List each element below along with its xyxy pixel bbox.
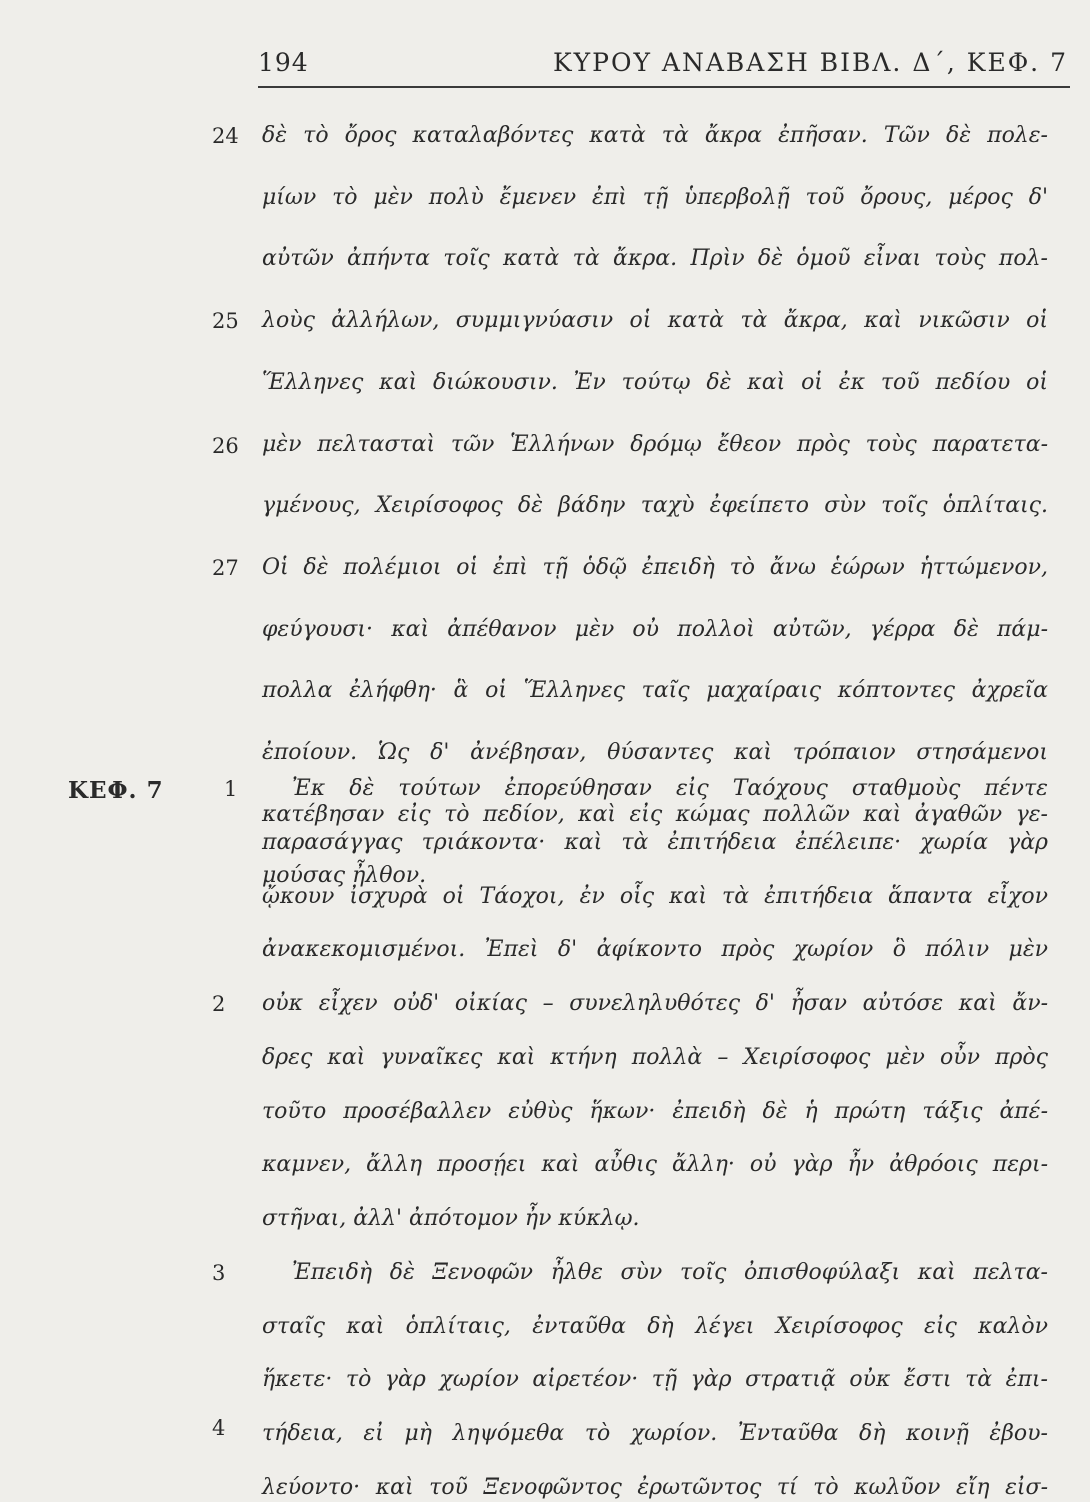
text-line: δρες καὶ γυναῖκες καὶ κτήνη πολλὰ – Χειρίσοφος μὲν οὖν πρὸς xyxy=(262,1044,1048,1070)
text-line: φεύγουσι· καὶ ἀπέθανον μὲν οὐ πολλοὶ αὐτῶν, γέρρα δὲ πάμ- xyxy=(262,616,1048,642)
text-line: ἐποίουν. Ὡς δ' ἀνέβησαν, θύσαντες καὶ τρόπαιον στησάμενοι xyxy=(262,740,1048,765)
text-line: Ἕλληνες καὶ διώκουσιν. Ἐν τούτῳ δὲ καὶ οἱ ἐκ τοῦ πεδίου οἱ xyxy=(262,369,1048,395)
section-number: 26 xyxy=(212,434,239,458)
section-number: 1 xyxy=(224,777,238,801)
text-line: Ἐπειδὴ δὲ Ξενοφῶν ἦλθε σὺν τοῖς ὀπισθοφύλαξι καὶ πελτα- xyxy=(292,1259,1048,1285)
text-line: πολλα ἐλήφθη· ἃ οἱ Ἕλληνες ταῖς μαχαίραις κόπτοντες ἀχρεῖα xyxy=(262,678,1048,704)
section-number: 25 xyxy=(212,309,239,333)
header-rule xyxy=(258,86,1070,88)
text-line: ἥκετε· τὸ γὰρ χωρίον αἱρετέον· τῇ γὰρ στρατιᾷ οὐκ ἔστι τὰ ἐπι- xyxy=(262,1367,1048,1393)
text-line: παρασάγγας τριάκοντα· καὶ τὰ ἐπιτήδεια ἐπέλειπε· χωρία γὰρ xyxy=(262,829,1048,855)
running-head: ΚΥΡΟΥ ΑΝΑΒΑΣΗ ΒΙΒΛ. Δ΄, ΚΕΦ. 7 xyxy=(552,48,1068,77)
text-line: τήδεια, εἰ μὴ ληψόμεθα τὸ χωρίον. Ἐνταῦθα δὴ κοινῇ ἐβου- xyxy=(262,1421,1048,1447)
section-number: 24 xyxy=(212,124,239,148)
page-number: 194 xyxy=(258,48,309,77)
text-line: στῆναι, ἀλλ' ἀπότομον ἦν κύκλῳ. xyxy=(262,1206,640,1232)
text-line: τοῦτο προσέβαλλεν εὐθὺς ἥκων· ἐπειδὴ δὲ ἡ πρώτη τάξις ἀπέ- xyxy=(262,1098,1048,1124)
text-line: γμένους, Χειρίσοφος δὲ βάδην ταχὺ ἐφείπετο σὺν τοῖς ὁπλίταις. xyxy=(262,493,1048,519)
text-line: αὐτῶν ἀπήντα τοῖς κατὰ τὰ ἄκρα. Πρὶν δὲ ὁμοῦ εἶναι τοὺς πολ- xyxy=(262,246,1048,272)
text-line: ἀνακεκομισμένοι. Ἐπεὶ δ' ἀφίκοντο πρὸς χωρίον ὃ πόλιν μὲν xyxy=(262,937,1048,963)
section-number: 27 xyxy=(212,556,239,580)
text-line: μούσας ἦλθον. xyxy=(262,863,427,889)
text-line: σταῖς καὶ ὁπλίταις, ἐνταῦθα δὴ λέγει Χειρίσοφος εἰς καλὸν xyxy=(262,1313,1048,1339)
text-line: λεύοντο· καὶ τοῦ Ξενοφῶντος ἐρωτῶντος τί τὸ κωλῦον εἴη εἰσ- xyxy=(262,1475,1048,1500)
section-number: 2 xyxy=(212,992,226,1017)
text-line: μίων τὸ μὲν πολὺ ἔμενεν ἐπὶ τῇ ὑπερβολῇ τοῦ ὄρους, μέρος δ' xyxy=(262,184,1048,210)
text-line: Οἱ δὲ πολέμιοι οἱ ἐπὶ τῇ ὁδῷ ἐπειδὴ τὸ ἄνω ἑώρων ἡττώμενον, xyxy=(262,554,1048,580)
text-line: Ἐκ δὲ τούτων ἐπορεύθησαν εἰς Ταόχους σταθμοὺς πέντε xyxy=(292,776,1048,801)
chapter-heading: ΚΕΦ. 7 xyxy=(68,777,164,804)
text-line: δὲ τὸ ὄρος καταλαβόντες κατὰ τὰ ἄκρα ἐπῆσαν. Τῶν δὲ πολε- xyxy=(262,123,1048,148)
text-line: κατέβησαν εἰς τὸ πεδίον, καὶ εἰς κώμας πολλῶν καὶ ἀγαθῶν γε- xyxy=(262,801,1048,827)
section-number: 3 xyxy=(212,1260,226,1285)
text-line: καμνεν, ἄλλη προσῄει καὶ αὖθις ἄλλη· οὐ γὰρ ἦν ἀθρόοις περι- xyxy=(262,1152,1048,1178)
text-line: λοὺς ἀλλήλων, συμμιγνύασιν οἱ κατὰ τὰ ἄκρα, καὶ νικῶσιν οἱ xyxy=(262,308,1048,334)
text-line: μὲν πελτασταὶ τῶν Ἑλλήνων δρόμῳ ἔθεον πρὸς τοὺς παρατετα- xyxy=(262,431,1048,457)
text-line: οὐκ εἶχεν οὐδ' οἰκίας – συνεληλυθότες δ' ἦσαν αὐτόσε καὶ ἄν- xyxy=(262,991,1048,1017)
text-line: ᾤκουν ἰσχυρὰ οἱ Τάοχοι, ἐν οἷς καὶ τὰ ἐπιτήδεια ἅπαντα εἶχον xyxy=(262,883,1048,909)
section-number: 4 xyxy=(212,1416,226,1440)
